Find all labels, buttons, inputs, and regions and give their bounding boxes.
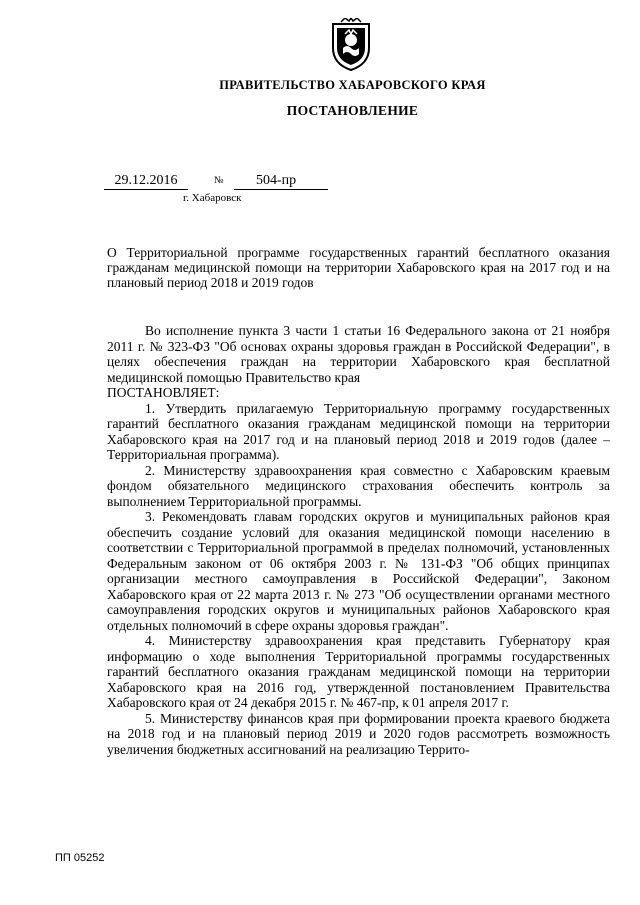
document-title: О Территориальной программе государственных гарантий бесплатного оказания гражданам медицинской помощи на территории Хабаровского края на 2017 год и на плановый период 2018 и 2019 годов bbox=[107, 245, 610, 290]
paragraph-3: 3. Рекомендовать главам городских округов и муниципальных районов края обеспечить создание условий для оказания медицинской помощи населению в соответствии с Территориальной программой в пределах полномочий, установленных Федеральным законом от 06 октября 2003 г. № 131-ФЗ "Об общих принципах организации местного самоуправления в Российской Федерации", Законом Хабаровского края от 22 марта 2013 г. № 273 "Об осуществлении органами местного самоуправления городских округов и муниципальных районов Хабаровского края отдельных полномочий в сфере охраны здоровья граждан". bbox=[107, 509, 610, 633]
number-sign: № bbox=[214, 175, 224, 186]
document-body bbox=[107, 323, 610, 757]
footer-code: ПП 05252 bbox=[55, 852, 105, 864]
resolves-line: ПОСТАНОВЛЯЕТ: bbox=[107, 385, 220, 400]
city-name: г. Хабаровск bbox=[183, 192, 242, 204]
document-number: 504-пр bbox=[234, 173, 328, 190]
document-date: 29.12.2016 bbox=[104, 173, 188, 190]
paragraph-4: 4. Министерству здравоохранения края представить Губернатору края информацию о ходе выполнения Территориальной программы государственных гарантий бесплатного оказания гражданам медицинской помощи на территории Хабаровского края на 2016 год, утвержденной постановлением Правительства Хабаровского края от 24 декабря 2015 г. № 467-пр, к 01 апреля 2017 г. bbox=[107, 633, 610, 710]
paragraph-1: 1. Утвердить прилагаемую Территориальную программу государственных гарантий бесплатного оказания гражданам медицинской помощи на территории Хабаровского края на 2017 год и на плановый период 2018 и 2019 годов (далее – Территориальная программа). bbox=[107, 400, 610, 462]
paragraph-5: 5. Министерству финансов края при формировании проекта краевого бюджета на 2018 год и на плановый период 2019 и 2020 годов рассмотреть возможность увеличения бюджетных ассигнований на реализацию Террито- bbox=[107, 710, 610, 757]
coat-of-arms-emblem bbox=[329, 18, 373, 72]
paragraph-2: 2. Министерству здравоохранения края совместно с Хабаровским краевым фондом обязательного медицинского страхования обеспечить контроль за выполнением Территориальной программы. bbox=[107, 462, 610, 509]
document-type: ПОСТАНОВЛЕНИЕ bbox=[286, 103, 419, 118]
government-name: ПРАВИТЕЛЬСТВО ХАБАРОВСКОГО КРАЯ bbox=[219, 78, 486, 92]
intro-paragraph: Во исполнение пункта 3 части 1 статьи 16 Федерального закона от 21 ноября 2011 г. № 323-ФЗ "Об основах охраны здоровья граждан в Российской Федерации", в целях обеспечения граждан на территории Хабаровского края бесплатной медицинской помощью Правительство края bbox=[107, 323, 610, 385]
